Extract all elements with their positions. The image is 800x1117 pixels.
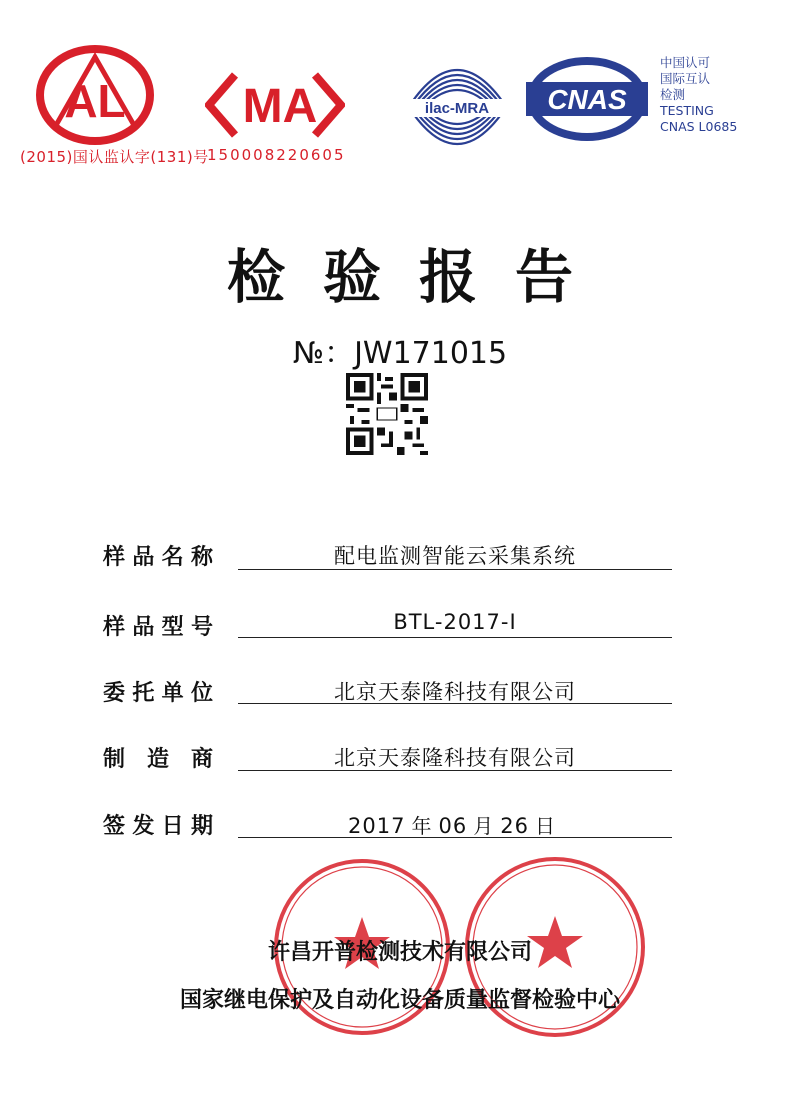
sample-name-underline xyxy=(238,569,672,570)
sample-model-value: BTL-2017-I xyxy=(393,610,517,634)
client-label: 委托单位 xyxy=(103,681,213,706)
sample-name-label: 样品名称 xyxy=(103,545,213,570)
ilac-mra-logo xyxy=(400,45,515,155)
qr-code xyxy=(346,373,428,455)
cma-logo xyxy=(205,70,345,140)
svg-text:AL: AL xyxy=(64,75,126,127)
report-number: №：JW171015 xyxy=(292,336,508,371)
day-unit: 日 xyxy=(534,814,556,838)
client-value: 北京天泰隆科技有限公司 xyxy=(334,680,576,704)
sample-model-underline xyxy=(238,637,672,638)
manufacturer-underline xyxy=(238,770,672,771)
cnas-logo xyxy=(522,52,652,147)
cal-caption: (2015)国认监认字(131)号 xyxy=(20,148,209,166)
report-title: 检验报告 xyxy=(226,243,611,311)
issuer-center-name: 国家继电保护及自动化设备质量监督检验中心 xyxy=(179,988,620,1013)
manufacturer-value: 北京天泰隆科技有限公司 xyxy=(334,746,576,770)
sample-name-value: 配电监测智能云采集系统 xyxy=(334,544,576,568)
issue-date-year: 2017 xyxy=(348,814,406,838)
year-unit: 年 xyxy=(411,814,433,838)
svg-text:MA: MA xyxy=(242,80,318,133)
sample-model-label: 样品型号 xyxy=(103,615,213,640)
issue-date-value xyxy=(238,810,672,839)
cnas-accreditation-text: 中国认可 国际互认 检测 TESTING CNAS L0685 xyxy=(660,55,738,134)
svg-text:CNAS: CNAS xyxy=(547,84,627,115)
manufacturer-label: 制造商 xyxy=(103,747,213,772)
issue-date-label: 签发日期 xyxy=(103,814,213,839)
issuer-company-name: 许昌开普检测技术有限公司 xyxy=(267,940,532,965)
client-underline xyxy=(238,703,672,704)
issue-date-day: 26 xyxy=(500,814,529,838)
month-unit: 月 xyxy=(473,814,495,838)
svg-text:ilac-MRA: ilac-MRA xyxy=(424,100,490,117)
cma-caption: 150008220605 xyxy=(207,146,346,164)
issue-date-underline xyxy=(238,837,672,838)
cal-logo xyxy=(35,45,155,145)
issue-date-month: 06 xyxy=(438,814,468,838)
